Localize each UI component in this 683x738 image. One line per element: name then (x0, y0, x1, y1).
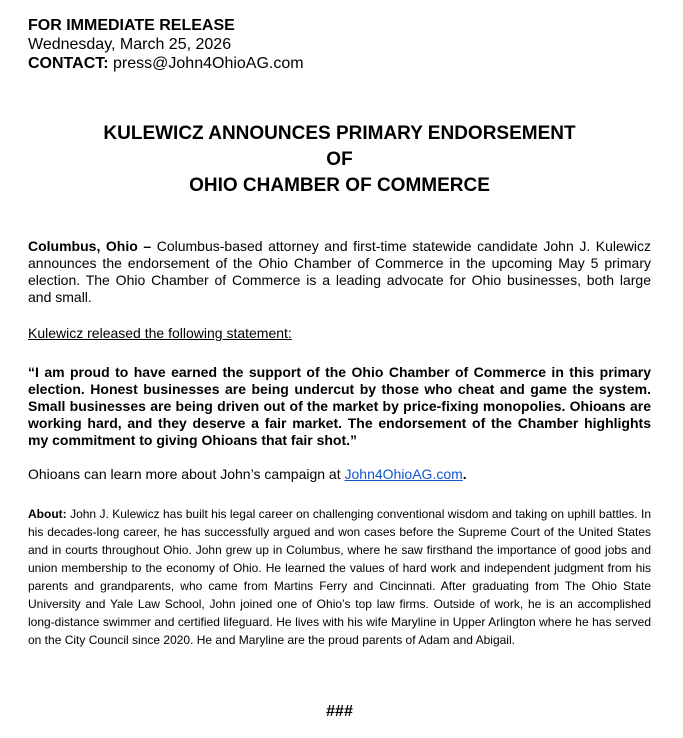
about-paragraph (28, 505, 651, 649)
release-label: FOR IMMEDIATE RELEASE (28, 17, 235, 34)
release-header (28, 16, 651, 73)
endorsement-quote: “I am proud to have earned the support of the Ohio Chamber of Commerce in this primary election. Honest businesses are being undercut by those who cheat and game the system. Small businesses are being driven out of the market by price-fixing monopolies. Ohioans are working hard, and they deserve a fair market. The endorsement of the Chamber highlights my commitment to giving Ohioans that fair shot.” (28, 364, 651, 448)
end-mark: ### (326, 703, 353, 720)
lead-paragraph (28, 238, 651, 306)
headline-line-3: OHIO CHAMBER OF COMMERCE (189, 175, 490, 196)
contact-email: press@John4OhioAG.com (113, 55, 304, 72)
headline-line-1: KULEWICZ ANNOUNCES PRIMARY ENDORSEMENT (103, 123, 576, 144)
statement-label: Kulewicz released the following statement: (28, 325, 292, 341)
learn-more-period: . (462, 466, 467, 482)
about-label: About: (28, 507, 67, 521)
about-text: John J. Kulewicz has built his legal career on challenging conventional wisdom and taking on uphill battles. In his decades-long career, he has successfully argued and won cases before the Supreme Court of the United States and in courts throughout Ohio. John grew up in Columbus, where he saw firsthand the importance of good jobs and union membership to the economy of Ohio. He learned the values of hard work and independent judgment from his parents and grandparents, who came from Martins Ferry and Cincinnati. After graduating from The Ohio State University and Yale Law School, John joined one of Ohio’s top law firms. Outside of work, he is an accomplished long-distance swimmer and certified lifeguard. He lives with his wife Maryline in Upper Arlington where he has served on the City Council since 2020. He and Maryline are the proud parents of Adam and Abigail. (28, 507, 651, 647)
headline (28, 121, 651, 199)
release-date: Wednesday, March 25, 2026 (28, 36, 232, 53)
learn-more-text: Ohioans can learn more about John’s campaign at (28, 466, 341, 482)
dateline: Columbus, Ohio – (28, 238, 152, 254)
headline-line-2: OF (326, 149, 353, 170)
learn-more-line (28, 466, 651, 483)
lead-text: Columbus-based attorney and first-time statewide candidate John J. Kulewicz announces the endorsement of the Ohio Chamber of Commerce in the upcoming May 5 primary election. The Ohio Chamber of Commerce is a leading advocate for Ohio businesses, both large and small. (28, 238, 652, 305)
contact-label: CONTACT: (28, 55, 109, 72)
campaign-website-link[interactable]: John4OhioAG.com (344, 466, 463, 482)
contact-line (28, 54, 651, 73)
